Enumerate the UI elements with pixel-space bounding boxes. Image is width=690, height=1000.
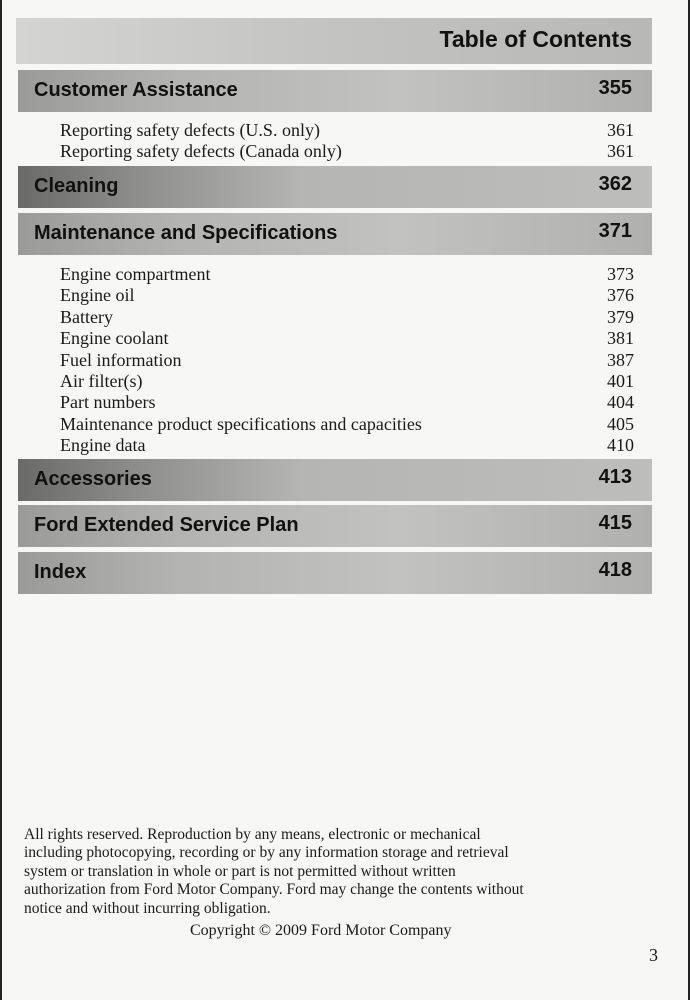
title-banner <box>16 18 652 64</box>
section-index <box>18 552 652 594</box>
section-page: 362 <box>598 173 632 195</box>
entry-page: 410 <box>607 435 634 456</box>
toc-entry <box>60 141 634 162</box>
section-maintenance <box>18 213 652 255</box>
legal-line: authorization from Ford Motor Company. Ford may change the contents without <box>24 881 524 899</box>
entry-label: Fuel information <box>60 349 182 370</box>
page-number: 3 <box>649 945 658 965</box>
entries-customer-assistance <box>60 120 634 163</box>
entry-page: 379 <box>607 306 634 327</box>
entry-page: 404 <box>607 392 634 413</box>
section-label: Customer Assistance <box>34 79 238 101</box>
section-ford-extended-service-plan <box>18 505 652 547</box>
legal-line: system or translation in whole or part is not permitted without written <box>24 862 456 880</box>
toc-entry <box>60 435 634 456</box>
entry-page: 361 <box>607 120 634 140</box>
entry-page: 405 <box>607 413 634 434</box>
section-page: 418 <box>598 559 632 581</box>
entry-label: Air filter(s) <box>60 370 143 391</box>
section-page: 355 <box>598 77 632 99</box>
entry-page: 387 <box>607 349 634 370</box>
entry-page: 361 <box>607 141 634 162</box>
toc-entry <box>60 285 634 306</box>
legal-notice <box>24 826 664 918</box>
page-title: Table of Contents <box>439 26 632 52</box>
entry-label: Engine coolant <box>60 328 169 349</box>
entry-label: Battery <box>60 306 113 327</box>
legal-line: including photocopying, recording or by any information storage and retrieval <box>24 844 509 862</box>
section-label: Ford Extended Service Plan <box>34 514 299 536</box>
section-page: 371 <box>598 220 632 242</box>
copyright-line: Copyright © 2009 Ford Motor Company <box>190 922 452 939</box>
section-accessories <box>18 459 652 501</box>
toc-entry <box>60 350 634 371</box>
legal-line: notice and without incurring obligation. <box>24 899 271 917</box>
section-label: Cleaning <box>34 175 119 197</box>
toc-entry <box>60 307 634 328</box>
section-cleaning <box>18 166 652 208</box>
entry-label: Engine oil <box>60 285 135 306</box>
toc-entry <box>60 392 634 413</box>
section-page: 413 <box>598 466 632 488</box>
entry-page: 401 <box>607 370 634 391</box>
toc-entry <box>60 120 634 141</box>
entry-page: 376 <box>607 285 634 306</box>
toc-entry <box>60 328 634 349</box>
toc-entry <box>60 371 634 392</box>
entry-label: Part numbers <box>60 392 156 413</box>
toc-entry <box>60 264 634 285</box>
entries-maintenance <box>60 264 634 457</box>
section-page: 415 <box>598 512 632 534</box>
section-label: Maintenance and Specifications <box>34 222 338 244</box>
entry-label: Maintenance product specifications and capacities <box>60 413 422 434</box>
entry-label: Reporting safety defects (Canada only) <box>60 141 342 162</box>
entry-page: 373 <box>607 264 634 284</box>
section-customer-assistance <box>18 70 652 112</box>
section-label: Index <box>34 561 87 583</box>
section-label: Accessories <box>34 468 152 490</box>
entry-label: Engine data <box>60 435 146 456</box>
toc-entry <box>60 414 634 435</box>
entry-page: 381 <box>607 328 634 349</box>
entry-label: Reporting safety defects (U.S. only) <box>60 120 320 140</box>
legal-line: All rights reserved. Reproduction by any means, electronic or mechanical <box>24 826 481 843</box>
entry-label: Engine compartment <box>60 264 211 284</box>
